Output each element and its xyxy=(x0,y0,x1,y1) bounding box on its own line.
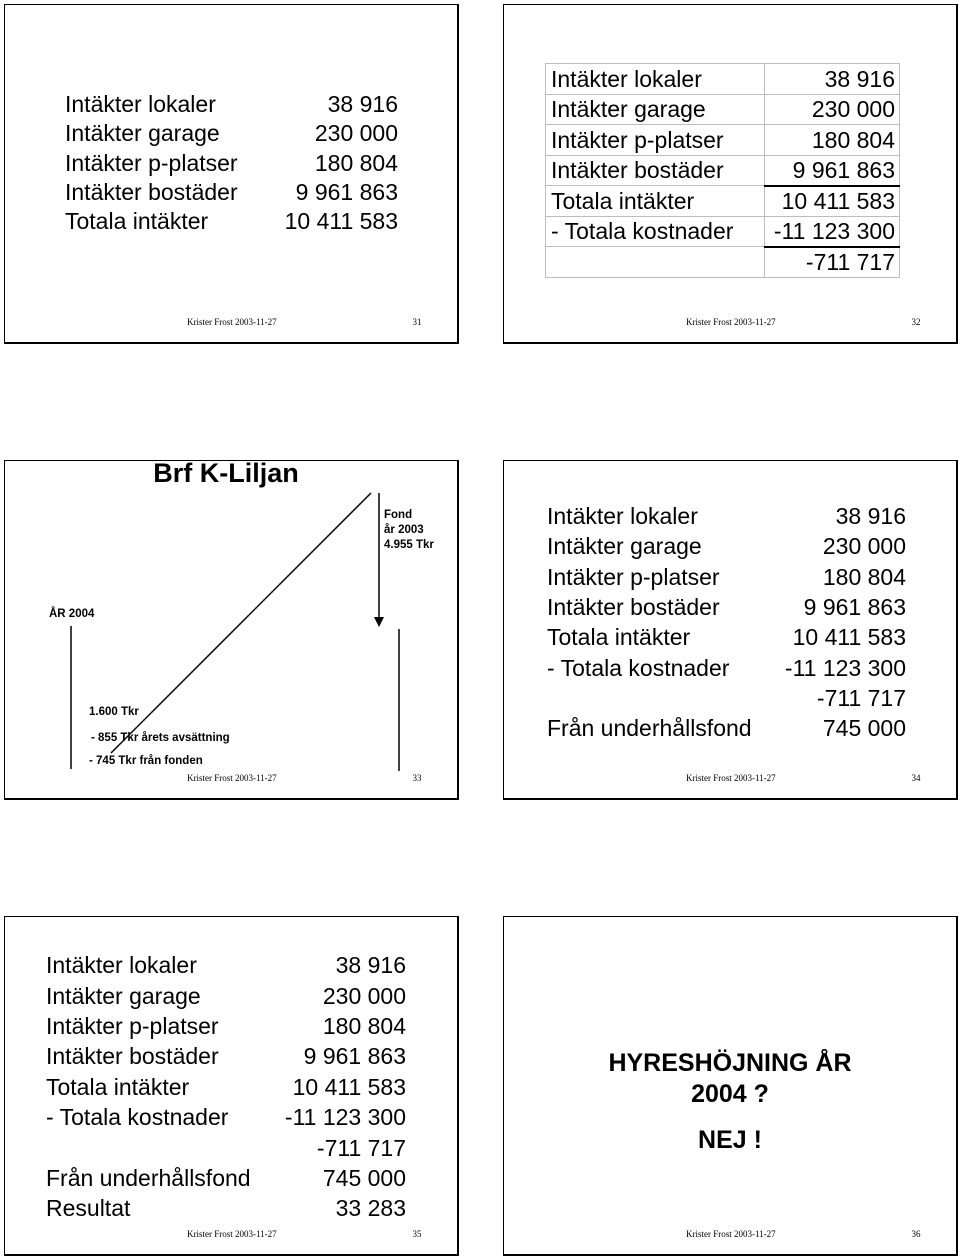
table-row xyxy=(46,1132,406,1162)
row-label: Intäkter p-platser xyxy=(547,563,720,590)
row-value: -711 717 xyxy=(316,1134,406,1161)
slide-page-number: 34 xyxy=(911,773,921,783)
slide-footer-author: Krister Frost 2003-11-27 xyxy=(686,773,776,783)
table-row xyxy=(46,1193,406,1223)
row-value: 38 916 xyxy=(335,952,406,979)
row-value: -11 123 300 xyxy=(284,1104,406,1131)
table-row xyxy=(46,1163,406,1193)
table-row xyxy=(547,713,906,743)
slide-footer-author: Krister Frost 2003-11-27 xyxy=(686,1229,776,1239)
table-row xyxy=(46,1041,406,1071)
table-row xyxy=(46,1102,406,1132)
table-row xyxy=(546,94,900,125)
slide-35 xyxy=(4,916,459,1256)
table-row xyxy=(46,1011,406,1041)
table-row xyxy=(546,186,900,217)
row-value: 180 804 xyxy=(314,149,398,176)
row-label: Intäkter p-platser xyxy=(65,149,238,176)
list-item xyxy=(65,119,398,148)
row-value: 230 000 xyxy=(765,94,900,125)
table-row xyxy=(46,980,406,1010)
row-value: -11 123 300 xyxy=(784,654,906,681)
row-value: 10 411 583 xyxy=(292,1073,406,1100)
row-label: Intäkter bostäder xyxy=(547,594,720,621)
budget-table xyxy=(46,950,406,1224)
budget-table xyxy=(545,63,900,278)
fund-line: 4.955 Tkr xyxy=(384,539,434,551)
row-label: Intäkter lokaler xyxy=(546,64,765,95)
slide-34 xyxy=(503,460,958,800)
row-label: Från underhållsfond xyxy=(547,715,752,742)
row-label: Intäkter garage xyxy=(46,982,201,1009)
budget-table xyxy=(547,501,906,743)
table-row xyxy=(547,531,906,561)
slide-page-number: 35 xyxy=(412,1229,422,1239)
list-item xyxy=(65,90,398,119)
year-label: ÅR 2004 xyxy=(49,608,95,620)
row-value: 33 283 xyxy=(335,1195,406,1222)
row-value: -711 717 xyxy=(816,684,906,711)
allocation-note: - 855 Tkr årets avsättning xyxy=(91,732,230,744)
row-value: 38 916 xyxy=(765,64,900,95)
table-row xyxy=(46,1072,406,1102)
row-label: Intäkter lokaler xyxy=(547,503,698,530)
income-list xyxy=(65,90,398,236)
withdrawal-note: - 745 Tkr från fonden xyxy=(89,755,203,767)
row-value: -711 717 xyxy=(765,247,900,278)
rent-increase-answer: NEJ ! xyxy=(698,1126,762,1154)
row-value: 10 411 583 xyxy=(284,208,398,235)
row-label: Intäkter bostäder xyxy=(546,155,765,186)
slide-footer-author: Krister Frost 2003-11-27 xyxy=(187,773,277,783)
slide-page-number: 33 xyxy=(412,773,422,783)
table-row xyxy=(546,125,900,156)
row-label: Intäkter garage xyxy=(65,120,220,147)
table-row xyxy=(546,155,900,186)
row-label: - Totala kostnader xyxy=(546,216,765,247)
table-row xyxy=(547,622,906,652)
slide-page-number: 31 xyxy=(412,317,422,327)
row-value: 230 000 xyxy=(314,120,398,147)
row-value: 230 000 xyxy=(822,533,906,560)
slide-page-number: 36 xyxy=(911,1229,921,1239)
row-value: 38 916 xyxy=(327,91,398,117)
start-amount-label: 1.600 Tkr xyxy=(89,706,139,718)
row-value: 180 804 xyxy=(822,563,906,590)
table-row xyxy=(547,652,906,682)
slide-31 xyxy=(4,4,459,344)
table-row xyxy=(546,64,900,95)
row-label: - Totala kostnader xyxy=(547,654,730,681)
row-value: 10 411 583 xyxy=(765,186,900,217)
row-label: Totala intäkter xyxy=(547,624,691,651)
row-label: Resultat xyxy=(46,1195,131,1222)
slide-page-number: 32 xyxy=(911,317,921,327)
table-row xyxy=(546,216,900,247)
slide-footer-author: Krister Frost 2003-11-27 xyxy=(187,317,277,327)
row-value: 9 961 863 xyxy=(803,594,906,621)
row-label: Intäkter lokaler xyxy=(65,91,216,117)
diagram-title: Brf K-Liljan xyxy=(153,458,299,488)
fund-line: Fond xyxy=(384,509,413,521)
slide-footer-author: Krister Frost 2003-11-27 xyxy=(187,1229,277,1239)
row-label: Intäkter p-platser xyxy=(46,1012,219,1039)
row-value: 9 961 863 xyxy=(303,1043,406,1070)
row-label: Totala intäkter xyxy=(46,1073,190,1100)
row-value: 38 916 xyxy=(835,503,906,530)
list-item xyxy=(65,207,398,236)
row-label: Intäkter bostäder xyxy=(46,1043,219,1070)
row-value: 9 961 863 xyxy=(295,178,398,205)
row-label: Intäkter garage xyxy=(547,533,702,560)
row-label: Totala intäkter xyxy=(546,186,765,217)
slide-footer-author: Krister Frost 2003-11-27 xyxy=(686,317,776,327)
row-value: 9 961 863 xyxy=(765,155,900,186)
slide-32 xyxy=(503,4,958,344)
row-value: 230 000 xyxy=(322,982,406,1009)
list-item xyxy=(65,149,398,178)
fund-diagram xyxy=(5,458,457,798)
row-label: - Totala kostnader xyxy=(46,1104,229,1131)
arrow-down-icon xyxy=(374,617,384,627)
row-label: Intäkter garage xyxy=(546,94,765,125)
row-value: 180 804 xyxy=(322,1012,406,1039)
row-label: Totala intäkter xyxy=(65,208,209,235)
table-row xyxy=(547,683,906,713)
fund-line: år 2003 xyxy=(384,524,424,536)
row-label-empty xyxy=(46,1132,270,1162)
table-row xyxy=(547,592,906,622)
row-value: 745 000 xyxy=(822,715,906,742)
row-value: 745 000 xyxy=(322,1164,406,1191)
list-item xyxy=(65,178,398,207)
table-row xyxy=(547,562,906,592)
fund-growth-line xyxy=(111,493,371,753)
slide-33 xyxy=(4,460,459,800)
row-label: Från underhållsfond xyxy=(46,1164,251,1191)
row-label: Intäkter bostäder xyxy=(65,178,238,205)
slide-36 xyxy=(503,916,958,1256)
row-label-empty xyxy=(546,247,765,278)
table-row xyxy=(547,501,906,531)
row-label-empty xyxy=(547,683,774,713)
row-label: Intäkter p-platser xyxy=(546,125,765,156)
table-row xyxy=(46,950,406,980)
table-row xyxy=(546,247,900,278)
row-value: -11 123 300 xyxy=(765,216,900,247)
row-value: 180 804 xyxy=(765,125,900,156)
row-value: 10 411 583 xyxy=(792,624,906,651)
rent-increase-question-line: HYRESHÖJNING ÅR xyxy=(608,1049,852,1077)
rent-increase-year-line: 2004 ? xyxy=(691,1080,769,1108)
row-label: Intäkter lokaler xyxy=(46,952,197,979)
